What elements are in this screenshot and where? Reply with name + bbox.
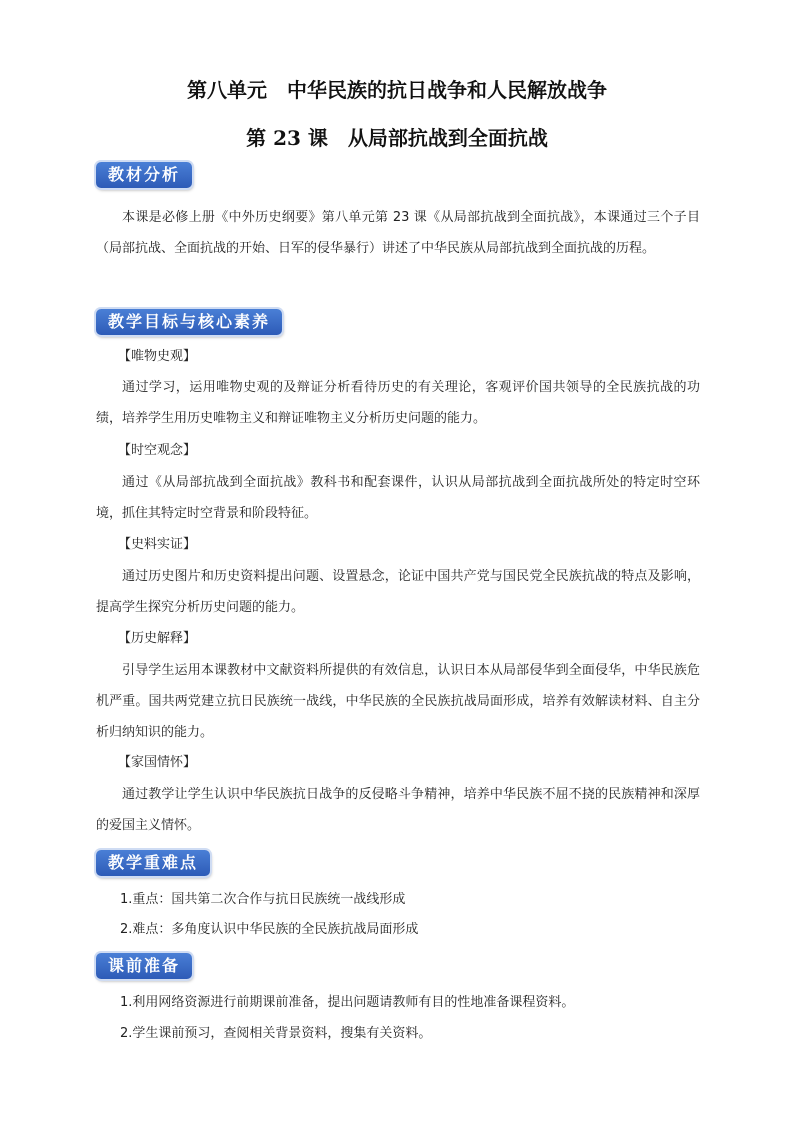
section-heading-key-points: 教学重难点 <box>96 850 210 876</box>
section-heading-goals: 教学目标与核心素养 <box>96 309 282 335</box>
lesson-title: 第 23 课 从局部抗战到全面抗战 <box>246 126 548 150</box>
key-point-item: 1.重点：国共第二次合作与抗日民族统一战线形成 <box>120 892 406 907</box>
goal-tag-evidence: 【史料实证】 <box>118 537 197 552</box>
preparation-item: 2.学生课前预习，查阅相关背景资料，搜集有关资料。 <box>120 1026 432 1041</box>
unit-title: 第八单元 中华民族的抗日战争和人民解放战争 <box>187 78 607 102</box>
goal-text-patriotism: 通过教学让学生认识中华民族抗日战争的反侵略斗争精神，培养中华民族不屈不挠的民族精神和深厚的爱国主义情怀。 <box>96 787 700 833</box>
goal-tag-materialism: 【唯物史观】 <box>118 349 197 364</box>
section-heading-preparation: 课前准备 <box>96 953 192 979</box>
goal-text-materialism: 通过学习，运用唯物史观的及辩证分析看待历史的有关理论，客观评价国共领导的全民族抗战的功绩，培养学生用历史唯物主义和辩证唯物主义分析历史问题的能力。 <box>96 380 700 426</box>
analysis-paragraph: 本课是必修上册《中外历史纲要》第八单元第 23 课《从局部抗战到全面抗战》，本课通过三个子目（局部抗战、全面抗战的开始、日军的侵华暴行）讲述了中华民族从局部抗战到全面抗战的历程。 <box>96 210 700 256</box>
goal-text-interpretation: 引导学生运用本课教材中文献资料所提供的有效信息，认识日本从局部侵华到全面侵华，中华民族危机严重。国共两党建立抗日民族统一战线，中华民族的全民族抗战局面形成，培养有效解读材料、自主分析归纳知识的能力。 <box>96 663 700 740</box>
section-heading-analysis: 教材分析 <box>96 162 192 188</box>
key-point-item: 2.难点：多角度认识中华民族的全民族抗战局面形成 <box>120 922 419 937</box>
goal-tag-spacetime: 【时空观念】 <box>118 443 197 458</box>
goal-tag-interpretation: 【历史解释】 <box>118 631 197 646</box>
preparation-item: 1.利用网络资源进行前期课前准备，提出问题请教师有目的性地准备课程资料。 <box>120 995 575 1010</box>
goal-text-evidence: 通过历史图片和历史资料提出问题、设置悬念，论证中国共产党与国民党全民族抗战的特点及影响，提高学生探究分析历史问题的能力。 <box>96 569 700 615</box>
goal-tag-patriotism: 【家国情怀】 <box>118 755 197 770</box>
goal-text-spacetime: 通过《从局部抗战到全面抗战》教科书和配套课件，认识从局部抗战到全面抗战所处的特定时空环境，抓住其特定时空背景和阶段特征。 <box>96 475 700 521</box>
